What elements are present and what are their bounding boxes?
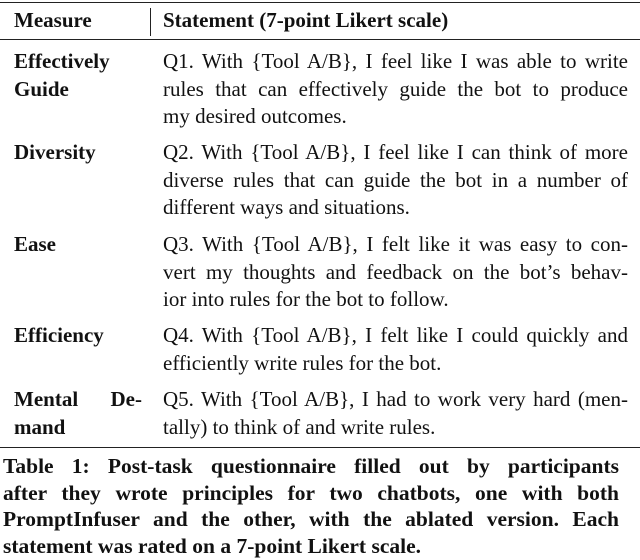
header-rule [0,39,640,40]
measure-label: mand [14,414,65,442]
measure-label: Efficiency [14,322,104,350]
statement-text: ior into rules for the bot to follow. [163,286,628,314]
statement-text: Q1. With {Tool A/B}, I feel like I was able to write [163,48,628,76]
table-caption-line: PromptInfuser and the other, with the ablated version. Each [3,506,619,534]
statement-text: efficiently write rules for the bot. [163,350,628,378]
measure-label: Mental De- [14,386,142,414]
table-caption-line: Table 1: Post-task questionnaire filled out by participants [3,453,619,481]
statement-text: different ways and situations. [163,194,628,222]
statement-text: Q3. With {Tool A/B}, I felt like it was easy to con- [163,231,628,259]
statement-text: diverse rules that can guide the bot in a number of [163,167,628,195]
measure-label: Diversity [14,139,96,167]
statement-text: Q2. With {Tool A/B}, I feel like I can think of more [163,139,628,167]
statement-text: my desired outcomes. [163,103,628,131]
measure-label: Guide [14,76,69,104]
statement-text: Q5. With {Tool A/B}, I had to work very hard (men- [163,386,628,414]
statement-text: tally) to think of and write rules. [163,414,628,442]
header-measure: Measure [14,7,92,35]
table-top-rule [0,2,640,3]
table-caption-line: statement was rated on a 7-point Likert scale. [3,533,619,560]
statement-text: rules that can effectively guide the bot to produce [163,76,628,104]
header-divider [150,8,151,36]
measure-label: Effectively [14,48,110,76]
table-bottom-rule [0,447,640,448]
measure-label: Ease [14,231,56,259]
table-caption-line: after they wrote principles for two chatbots, one with both [3,480,619,508]
statement-text: vert my thoughts and feedback on the bot’s behav- [163,259,628,287]
header-statement: Statement (7-point Likert scale) [163,7,448,35]
statement-text: Q4. With {Tool A/B}, I felt like I could quickly and [163,322,628,350]
